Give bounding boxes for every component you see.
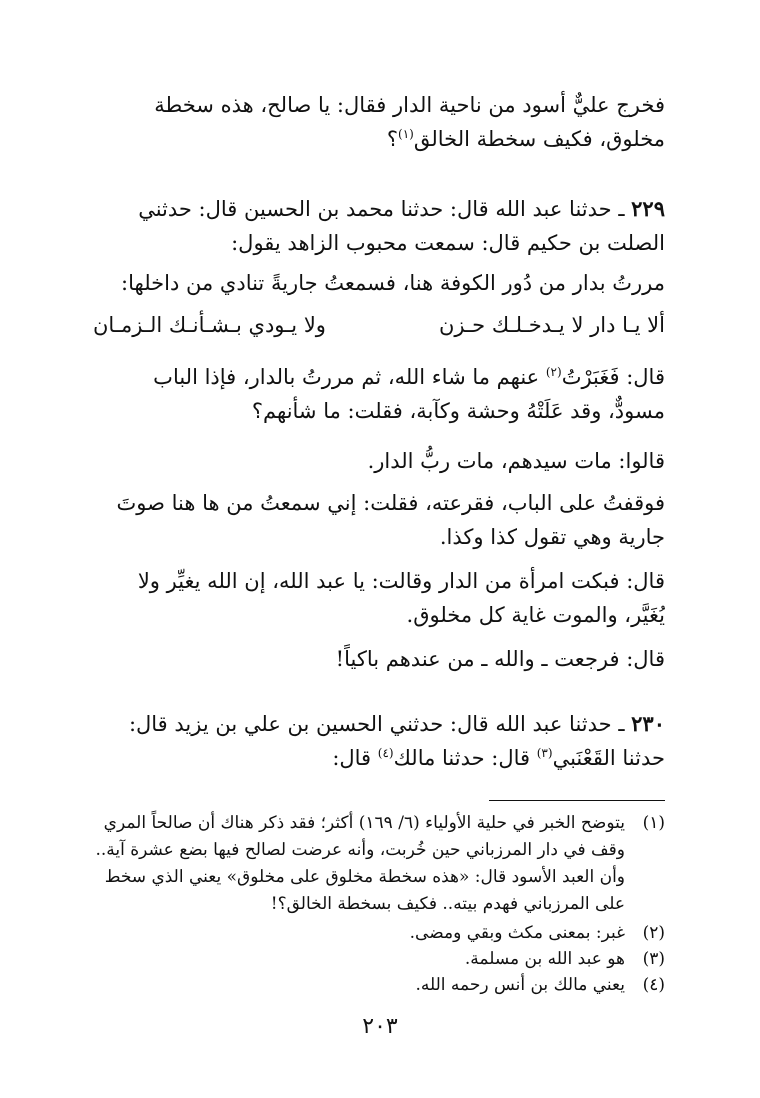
footnote-ref: (٣) [536, 746, 553, 760]
narration-230 [93, 707, 665, 775]
narration-229 [93, 192, 665, 260]
footnote-separator [489, 800, 665, 801]
footnote-1 [93, 810, 665, 918]
footnote-text: هو عبد الله بن مسلمة. [464, 949, 625, 969]
narration-number: ٢٣٠ [631, 711, 665, 736]
text-line: يُغَيَّر، والموت غاية كل مخلوق. [406, 603, 665, 627]
text-line: الصلت بن حكيم قال: سمعت محبوب الزاهد يقول: [231, 231, 665, 255]
footnote-mark: (٣) [642, 949, 665, 969]
poetry-verse [93, 308, 665, 342]
text-line: قال: فَغَبَرْتُ$^{(٢)}$ عنهم ما شاء الله، ثم مررتُ بالدار، فإذا الباب [153, 365, 665, 389]
text-line: قال: فرجعت ـ والله ـ من عندهم باكياً! [335, 647, 665, 671]
text-line: ٢٢٩ ـ حدثنا عبد الله قال: حدثنا محمد بن الحسين قال: حدثني [138, 196, 665, 221]
footnote-text: على المرزباني فهدم بيته.. فكيف بسخطة الخالق؟! [270, 894, 625, 914]
text-line: مسودٌّ، وقد عَلَتْهُ وحشة وكآبة، فقلت: ما شأنهم؟ [251, 399, 665, 423]
verse-second-hemistich: ولا يـودي بـشـأنـك الـزمـان [93, 313, 326, 337]
footnote-mark: (٤) [642, 975, 665, 995]
footnote-text: يتوضح الخبر في حلية الأولياء (٦/ ١٦٩) أكثر؛ فقد ذكر هناك أن صالحاً المري [103, 813, 625, 833]
text-line: جارية وهي تقول كذا وكذا. [439, 525, 665, 549]
paragraph-woman-wept [93, 564, 665, 632]
text-line: فخرج عليٌّ أسود من ناحية الدار فقال: يا صالح، هذه سخطة [154, 93, 665, 117]
verse-first-hemistich: ألا يـا دار لا يـدخـلـك حـزن [439, 313, 665, 337]
footnote-2 [93, 920, 665, 947]
footnote-4 [93, 972, 665, 999]
paragraph-ending-story [93, 88, 665, 156]
text-line: ٢٣٠ ـ حدثنا عبد الله قال: حدثني الحسين بن علي بن يزيد قال: [128, 711, 665, 736]
footnote-text: يعني مالك بن أنس رحمه الله. [415, 975, 625, 995]
paragraph-passing-house [93, 266, 665, 300]
footnote-3 [93, 946, 665, 973]
text-line: فوقفتُ على الباب، فقرعته، فقلت: إني سمعتُ من ها هنا صوتَ [116, 491, 665, 515]
footnote-ref: (٤) [377, 746, 394, 760]
footnote-ref: (٢) [545, 365, 562, 379]
paragraph-return-house [93, 360, 665, 428]
footnote-text: غبر: بمعنى مكث وبقي ومضى. [409, 923, 625, 943]
paragraph-knocked-door [93, 486, 665, 554]
paragraph-master-died [93, 444, 665, 478]
footnote-text: وأن العبد الأسود قال: «هذه سخطة مخلوق على مخلوق» يعني الذي سخط [104, 867, 625, 887]
text-line: قال: فبكت امرأة من الدار وقالت: يا عبد الله، إن الله يغيِّر ولا [137, 569, 665, 593]
footnote-mark: (٢) [642, 923, 665, 943]
text-line: مخلوق، فكيف سخطة الخالق$^{(١)}$؟ [386, 127, 665, 151]
footnote-mark: (١) [642, 813, 665, 833]
page-number: ٢٠٣ [362, 1014, 398, 1039]
text-line: حدثنا القَعْنَبي$^{(٣)}$ قال: حدثنا مالك$^{(٤)}$ قال: [332, 746, 665, 770]
text-line: مررتُ بدار من دُور الكوفة هنا، فسمعتُ جاريةً تنادي من داخلها: [121, 271, 665, 295]
paragraph-returned-weeping [93, 642, 665, 676]
text-line: قالوا: مات سيدهم، مات ربُّ الدار. [367, 449, 665, 473]
footnote-text: وقف في دار المرزباني حين خُربت، وأنه عرضت لصالح فيها بضع عشرة آية.. [95, 840, 625, 860]
footnote-ref: (١) [398, 127, 414, 141]
narration-number: ٢٢٩ [631, 196, 665, 221]
